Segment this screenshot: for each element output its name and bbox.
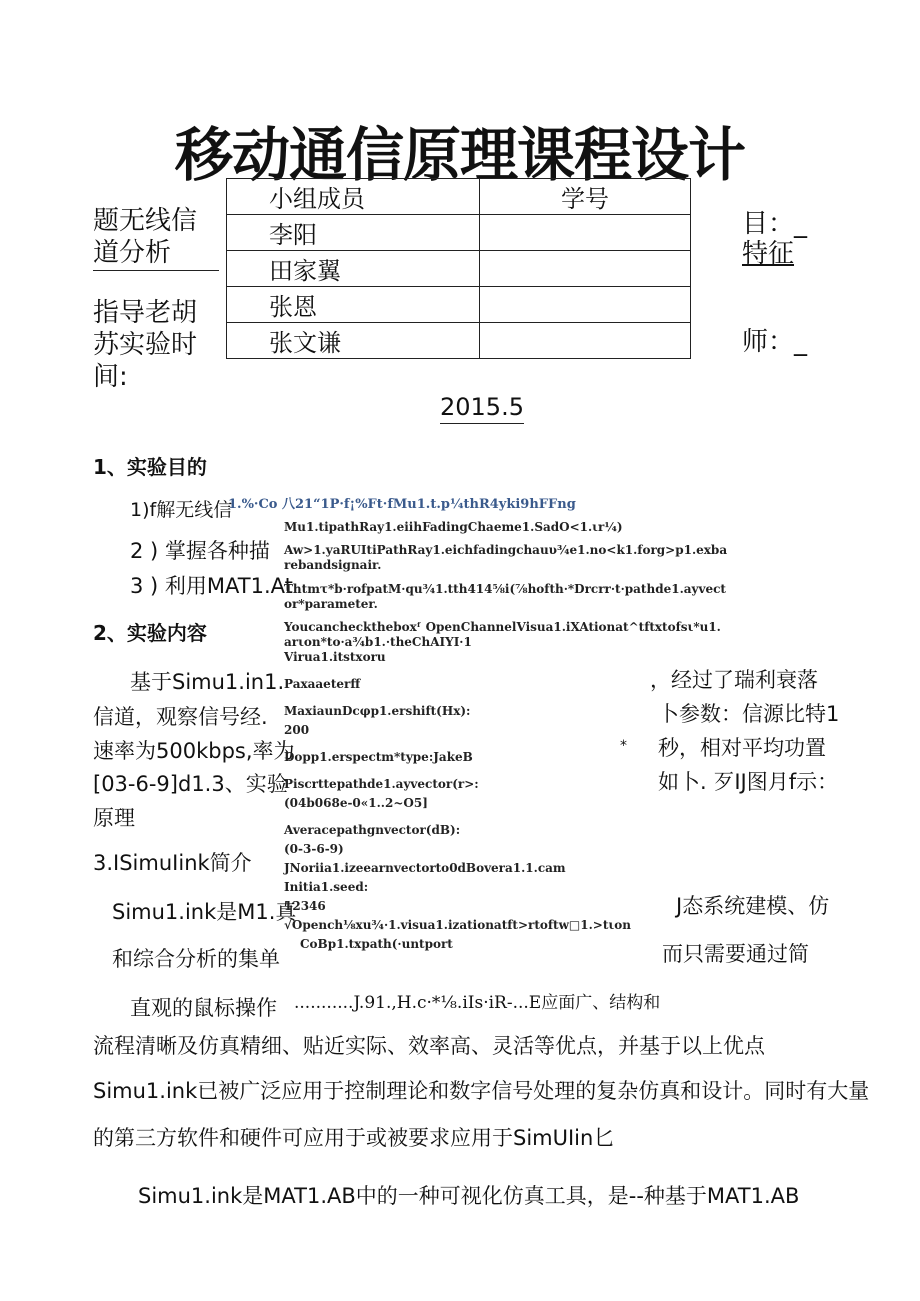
- member-name: 田家翼: [227, 251, 480, 287]
- s3-line1-right: J态系统建模、仿: [676, 894, 830, 918]
- label-shi: 师：_: [742, 327, 808, 357]
- overlay-line: Paxaaeterff: [284, 677, 361, 691]
- document-title: 移动通信原理课程设计: [174, 121, 745, 189]
- table-header-row: [227, 179, 691, 215]
- s2-right-line3: 秒，相对平均功置: [658, 736, 826, 760]
- s3-line6: 的第三方软件和硬件可应用于或被要求应用于SimUIin匕: [93, 1126, 615, 1150]
- s1-item1-tail: 1.%·Co 八21“1P·f¡%Ft·fMu1.t.p¼thR4yki9hFFng: [228, 497, 576, 512]
- s3-line2-left: 和综合分析的集单: [112, 947, 280, 971]
- s2-right-line1: ，经过了瑞利衰落: [650, 668, 818, 692]
- s2-right-line2: 卜参数：信源比特1: [658, 702, 840, 726]
- overlay-line: Virua1.itstxoru: [284, 650, 386, 664]
- group-members-table: [226, 178, 691, 359]
- document-date: 2015.5: [440, 393, 524, 424]
- overlay-line: Dopp1.erspectm*type:JakeB: [284, 750, 473, 764]
- s2-line1: 基于Simu1.in1.: [130, 670, 285, 694]
- overlay-line: MaxiaunDcφp1.ershift(Hx):: [284, 704, 471, 718]
- table-row: [227, 215, 691, 251]
- overlay-line: Thtmτ*b·rofpatM·qu¾1.tth414⅝i(⅞hofth·*Drcrr·t·pathde1.ayvect: [284, 582, 726, 596]
- overlay-line: Aw>1.yaRUItiPathRay1.eichfadingchauυ¾e1.no<k1.forg>p1.exba: [284, 543, 728, 557]
- s1-item3: 3 ) 利用MAT1.At: [130, 574, 293, 598]
- member-name: 张文谦: [227, 323, 480, 359]
- member-id: [480, 323, 691, 359]
- s2-line3: 速率为500kbps,率为: [93, 739, 295, 763]
- header-student-id: 学号: [480, 179, 691, 215]
- table-row: [227, 323, 691, 359]
- overlay-line: Initia1.seed:: [284, 880, 369, 894]
- s1-item1: 1)f解无线信: [130, 499, 233, 521]
- section2-heading: 2、实验内容: [93, 621, 207, 645]
- overlay-line: Mu1.tipathRay1.eiihFadingChaeme1.SadO<1.ιr¼): [284, 520, 623, 534]
- overlay-line: JNoriia1.izeearnvectorto0dBovera1.1.cam: [284, 861, 566, 875]
- header-members: 小组成员: [227, 179, 480, 215]
- overlay-line: or*parameter.: [284, 597, 378, 611]
- overlay-line: 12346: [284, 899, 326, 913]
- topic-label-line1: 题无线信: [93, 206, 198, 236]
- member-id: [480, 287, 691, 323]
- member-name: 李阳: [227, 215, 480, 251]
- teacher-label-line1: 指导老胡: [93, 298, 198, 328]
- overlay-line: 200: [284, 723, 310, 737]
- label-tezheng: 特征: [742, 239, 795, 269]
- overlay-line: √Opench⅛xu¾·1.visua1.izationatft>rtoftw□1.>tιon: [284, 918, 631, 932]
- s3-line5: Simu1.ink已被广泛应用于控制理论和数字信号处理的复杂仿真和设计。同时有大量: [93, 1079, 870, 1103]
- star-mark: *: [620, 738, 627, 754]
- section3-heading: 3.ISimuIink简介: [93, 851, 252, 875]
- overlay-line: Youcanchecktheboxᶠ OpenChannelVisua1.iXAtionat^tftxtofsι*u1.: [284, 620, 721, 634]
- s3-line1-left: Simu1.ink是M1.真: [112, 900, 297, 924]
- overlay-line: CoBp1.txpath(·untport: [300, 937, 453, 951]
- member-id: [480, 215, 691, 251]
- table-row: [227, 287, 691, 323]
- s3-line4: 流程清晰及仿真精细、贴近实际、效率高、灵活等优点，并基于以上优点: [93, 1034, 765, 1058]
- s3-line3-tail: ...........J.91.,H.c·*⅛.iIs·iR-...E应面广、结构和: [294, 993, 661, 1013]
- overlay-line: arιon*to·a¾b1.·theChAIYI·1: [284, 635, 472, 649]
- teacher-label-line2: 苏实验时: [93, 330, 198, 360]
- s3-line2-right: 而只需要通过简: [662, 942, 809, 966]
- teacher-label-line3: 间:: [93, 362, 128, 392]
- overlay-line: rebandsignair.: [284, 558, 382, 572]
- member-name: 张恩: [227, 287, 480, 323]
- topic-label-line2: 道分析: [93, 237, 219, 271]
- s2-right-line4: 如卜. 歹IJ图月f示：: [658, 770, 839, 794]
- label-mu: 目：_: [742, 209, 808, 239]
- s1-item2: 2 ) 掌握各种描: [130, 539, 270, 563]
- s2-line5: 原理: [93, 806, 135, 830]
- overlay-line: Piscrttepathde1.ayvector(r>:: [284, 777, 479, 791]
- overlay-line: (0-3-6-9): [284, 842, 344, 856]
- table-row: [227, 251, 691, 287]
- overlay-line: (04b068e-0«1..2~O5]: [284, 796, 428, 810]
- s3-line7: Simu1.ink是MAT1.AB中的一种可视化仿真工具，是--种基于MAT1.AB: [138, 1184, 800, 1208]
- ocr-overlay-text: [284, 520, 728, 952]
- s2-line4: [03-6-9]d1.3、实验: [93, 772, 288, 796]
- member-id: [480, 251, 691, 287]
- overlay-line: Averacepathgnvector(dB):: [284, 823, 461, 837]
- s3-line3: 直观的鼠标操作: [130, 996, 277, 1020]
- section1-heading: 1、实验目的: [93, 455, 207, 479]
- s2-line2: 信道，观察信号经.: [93, 705, 268, 729]
